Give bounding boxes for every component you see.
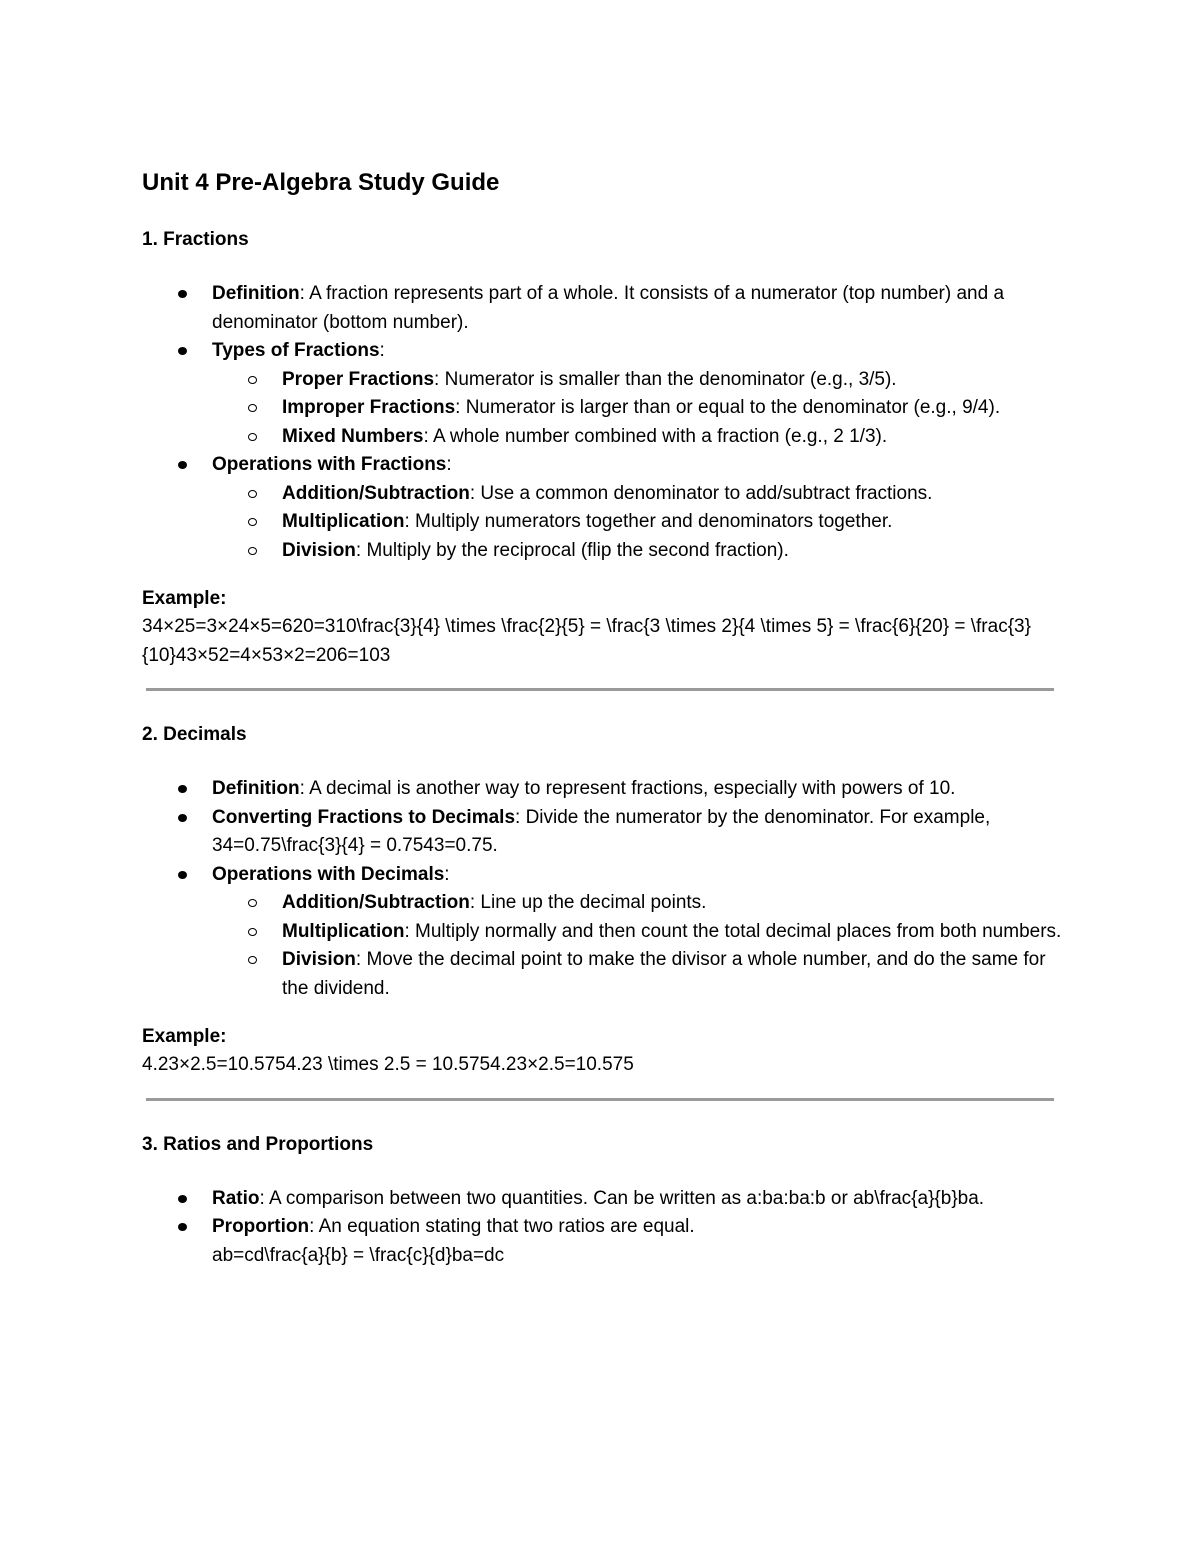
fractions-list	[142, 280, 1062, 565]
document-page	[142, 168, 1062, 1270]
list-item	[142, 1185, 1062, 1214]
circle-bullet-icon	[248, 899, 257, 907]
sublist-item	[142, 480, 1062, 509]
section-heading-fractions: 1. Fractions	[142, 229, 249, 250]
proportion-text: : An equation stating that two ratios are equal.	[309, 1216, 695, 1237]
decimal-operations-sublist	[212, 889, 1062, 1003]
example-label: Example:	[142, 1026, 227, 1047]
circle-bullet-icon	[248, 433, 257, 441]
types-sublist	[212, 366, 1062, 452]
suffix: :	[379, 340, 385, 361]
sublist-item	[142, 918, 1062, 947]
sublist-item	[142, 537, 1062, 566]
section-heading-decimals: 2. Decimals	[142, 724, 247, 745]
definition-text: : A decimal is another way to represent fractions, especially with powers of 10.	[299, 778, 956, 799]
circle-bullet-icon	[248, 547, 257, 555]
list-item	[142, 775, 1062, 804]
item-text: : Multiply by the reciprocal (flip the second fraction).	[355, 539, 789, 561]
example-formula: 34×25=3×24×5=620=310\frac{3}{4} \times \frac{2}{5} = \frac{3 \times 2}{4 \times 5} = \frac{6}{20} = \frac{3}{10}43×52=4×53×2=206=103	[142, 616, 1031, 666]
section-heading-ratios: 3. Ratios and Proportions	[142, 1133, 374, 1155]
circle-bullet-icon	[248, 956, 257, 964]
term: Proper Fractions	[282, 368, 435, 390]
bullet-icon	[178, 290, 187, 298]
bullet-icon	[178, 347, 187, 355]
example-label: Example:	[142, 588, 227, 609]
example-formula: 4.23×2.5=10.5754.23 \times 2.5 = 10.5754.23×2.5=10.575	[142, 1054, 634, 1075]
term: Multiplication	[282, 920, 405, 942]
circle-bullet-icon	[248, 518, 257, 526]
bullet-icon	[178, 785, 187, 793]
sublist-item	[142, 946, 1062, 1003]
term: Converting Fractions to Decimals	[212, 806, 516, 828]
list-item	[142, 804, 1062, 861]
decimals-list	[142, 775, 1062, 1003]
item-text: : Use a common denominator to add/subtract fractions.	[469, 482, 933, 504]
converting-text: : Divide the numerator by the denominator. For example, 34=0.75\frac{3}{4} = 0.7543=0.75.	[212, 806, 991, 856]
item-text: : Numerator is smaller than the denominator (e.g., 3/5).	[434, 368, 897, 390]
suffix: :	[444, 863, 450, 885]
sublist-item	[142, 366, 1062, 395]
term: Division	[282, 539, 356, 561]
operations-sublist	[212, 480, 1062, 566]
term: Multiplication	[282, 511, 405, 532]
term: Operations with Decimals	[212, 863, 445, 885]
item-text: : Line up the decimal points.	[469, 892, 707, 913]
term: Definition	[212, 283, 300, 304]
definition-text: : A fraction represents part of a whole. It consists of a numerator (top number) and a denominator (bottom number).	[212, 283, 1005, 333]
sublist-item	[142, 889, 1062, 918]
circle-bullet-icon	[248, 404, 257, 412]
list-item	[142, 337, 1062, 451]
bullet-icon	[178, 814, 187, 822]
item-text: : A whole number combined with a fraction (e.g., 2 1/3).	[423, 425, 888, 447]
sublist-item	[142, 423, 1062, 452]
list-item	[142, 280, 1062, 337]
document-title: Unit 4 Pre-Algebra Study Guide	[142, 169, 500, 196]
horizontal-divider	[146, 1098, 1054, 1101]
sublist-item	[142, 508, 1062, 537]
list-item	[142, 1213, 1062, 1270]
bullet-icon	[178, 461, 187, 469]
term: Division	[282, 949, 356, 970]
term: Proportion	[212, 1216, 310, 1237]
suffix: :	[446, 454, 452, 475]
item-text: : Move the decimal point to make the divisor a whole number, and do the same for the dividend.	[282, 949, 1046, 999]
item-text: : Multiply numerators together and denominators together.	[404, 511, 893, 532]
list-item	[142, 861, 1062, 1004]
ratios-list	[142, 1185, 1062, 1271]
horizontal-divider	[146, 688, 1054, 691]
ratio-text: : A comparison between two quantities. Can be written as a:ba:ba:b or ab\frac{a}{b}ba.	[259, 1187, 985, 1209]
item-text: : Multiply normally and then count the total decimal places from both numbers.	[404, 920, 1062, 942]
circle-bullet-icon	[248, 490, 257, 498]
term: Improper Fractions	[282, 397, 456, 418]
item-text: : Numerator is larger than or equal to the denominator (e.g., 9/4).	[455, 397, 1001, 418]
bullet-icon	[178, 1223, 187, 1231]
circle-bullet-icon	[248, 376, 257, 384]
bullet-icon	[178, 871, 187, 879]
sublist-item	[142, 394, 1062, 423]
term: Operations with Fractions	[212, 454, 447, 475]
term: Definition	[212, 778, 300, 799]
list-item	[142, 451, 1062, 565]
term: Addition/Subtraction	[282, 892, 470, 913]
term: Types of Fractions	[212, 340, 380, 361]
proportion-formula: ab=cd\frac{a}{b} = \frac{c}{d}ba=dc	[212, 1244, 505, 1266]
term: Ratio	[212, 1187, 260, 1209]
bullet-icon	[178, 1195, 187, 1203]
term: Mixed Numbers	[282, 425, 424, 447]
circle-bullet-icon	[248, 928, 257, 936]
term: Addition/Subtraction	[282, 482, 470, 504]
